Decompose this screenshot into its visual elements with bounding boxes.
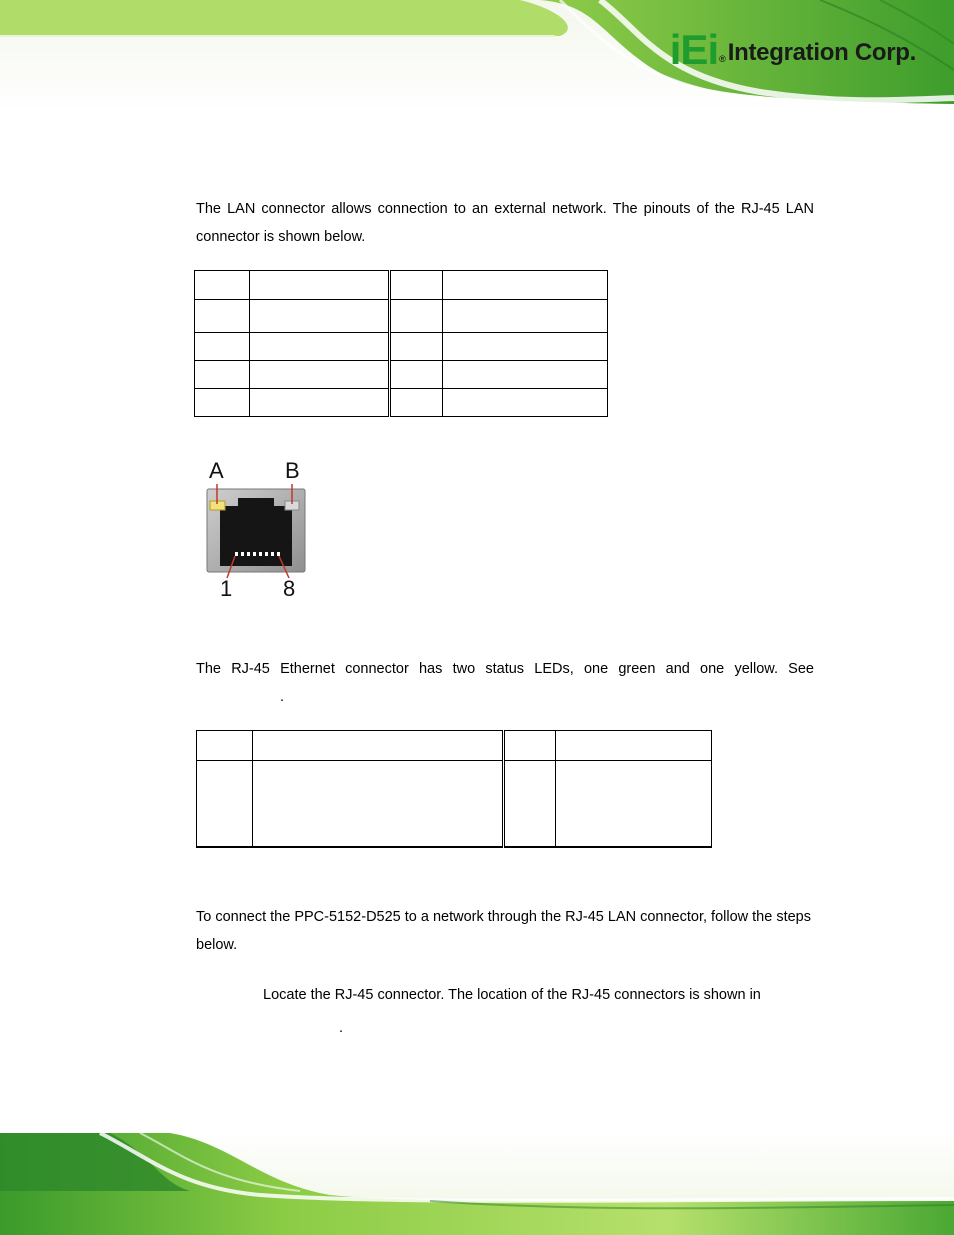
lan-pinout-table: [194, 270, 608, 417]
led-b-label: B: [285, 458, 300, 483]
footer-decoration: [0, 1133, 954, 1235]
led-paragraph: The RJ-45 Ethernet connector has two status LEDs, one green and one yellow. See: [196, 661, 814, 677]
rj45-connector-diagram: [200, 456, 315, 602]
table-row: [195, 333, 608, 361]
pin1-label: 1: [220, 576, 233, 601]
pin8-label: 8: [283, 576, 296, 601]
footer-band: [0, 1133, 954, 1235]
intro-paragraph: The LAN connector allows connection to an external network. The pinouts of the RJ-45 LAN connector is shown below.: [196, 201, 814, 245]
step-text: Locate the RJ-45 connector. The location of the RJ-45 connectors is shown in: [263, 987, 761, 1003]
logo-text: Integration Corp.: [727, 39, 916, 66]
table-row: [195, 271, 608, 300]
led-status-table: [196, 730, 712, 848]
table-row: [197, 731, 712, 761]
company-logo: [670, 28, 916, 72]
registered-mark: ®: [719, 54, 726, 64]
led-a-label: A: [209, 458, 224, 483]
table-row: [197, 761, 712, 847]
connector-drawing: [200, 456, 315, 602]
step-text-tail: .: [339, 1020, 344, 1036]
logo-mark: iEi: [669, 26, 719, 73]
table-row: [195, 389, 608, 417]
connect-paragraph: To connect the PPC-5152-D525 to a network through the RJ-45 LAN connector, follow the steps below.: [196, 909, 811, 953]
table-row: [195, 361, 608, 389]
led-paragraph-tail: .: [280, 689, 285, 705]
table-row: [195, 300, 608, 333]
header-band: [0, 0, 954, 112]
